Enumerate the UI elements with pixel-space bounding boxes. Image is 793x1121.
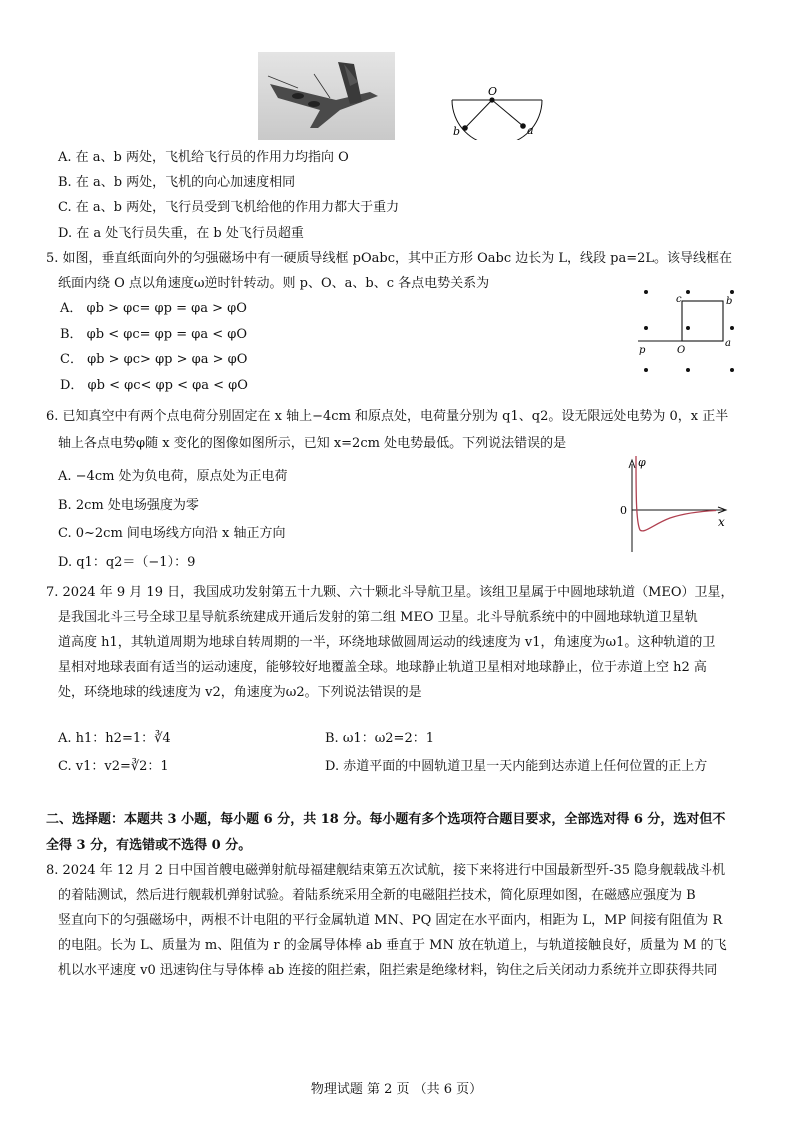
- label-c: c: [676, 294, 682, 305]
- label-a: a: [527, 124, 534, 137]
- q6-option-d: D. q1：q2＝（−1）：9: [58, 555, 196, 570]
- axis-phi: φ: [638, 456, 646, 469]
- page-footer: 物理试题 第 2 页 （共 6 页）: [310, 1082, 483, 1097]
- q8-stem-line: 的电阻。长为 L、质量为 m、阻值为 r 的金属导体棒 ab 垂直于 MN 放在轨道上，与轨道接触良好，质量为 M 的飞: [58, 938, 727, 953]
- q7-stem-line: 星相对地球表面有适当的运动速度，能够较好地覆盖全球。地球静止轨道卫星相对地球静止，位于赤道上空 h2 高: [58, 660, 707, 675]
- section2-heading-1: 二、选择题：本题共 3 小题，每小题 6 分，共 18 分。每小题有多个选项符合题目要求，全部选对得 6 分，选对但不: [46, 812, 726, 827]
- q6-stem-2: 轴上各点电势φ随 x 变化的图像如图所示，已知 x=2cm 处电势最低。下列说法错误的是: [58, 436, 567, 451]
- q4-option-d: D. 在 a 处飞行员失重，在 b 处飞行员超重: [58, 226, 304, 241]
- axis-zero: 0: [620, 504, 627, 517]
- section2-heading-2: 全得 3 分，有选错或不选得 0 分。: [46, 838, 252, 853]
- label-b: b: [453, 125, 461, 138]
- q7-option-d: D. 赤道平面的中圆轨道卫星一天内能到达赤道上任何位置的正上方: [325, 759, 708, 774]
- q5-option-a: A． φb > φc= φp = φa > φO: [60, 301, 247, 316]
- q7-stem-line: 是我国北斗三号全球卫星导航系统建成开通后发射的第二组 MEO 卫星。北斗导航系统中的中圆地球轨道卫星轨: [58, 610, 698, 625]
- q6-option-c: C. 0~2cm 间电场线方向沿 x 轴正方向: [58, 526, 286, 541]
- q6-stem-1: 6. 已知真空中有两个点电荷分别固定在 x 轴上−4cm 和原点处，电荷量分别为 q1、q2。设无限远处电势为 0，x 正半: [46, 409, 729, 424]
- q7-stem-line: 7. 2024 年 9 月 19 日，我国成功发射第五十九颗、六十颗北斗导航卫星。该组卫星属于中圆地球轨道（MEO）卫星，: [46, 585, 734, 600]
- label-a: a: [725, 338, 731, 349]
- semicircle-diagram: [444, 84, 550, 140]
- q8-stem-line: 8. 2024 年 12 月 2 日中国首艘电磁弹射航母福建舰结束第五次试航，接下来将进行中国最新型歼-35 隐身舰载战斗机: [46, 863, 726, 878]
- q8-stem-line: 机以水平速度 v0 迅速钩住与导体棒 ab 连接的阻拦索，阻拦索是绝缘材料，钩住之后关闭动力系统并立即获得共同: [58, 963, 718, 978]
- q8-stem-line: 的着陆测试，然后进行舰载机弹射试验。着陆系统采用全新的电磁阻拦技术，简化原理如图，在磁感应强度为 B: [58, 888, 696, 903]
- q5-stem-1: 5. 如图，垂直纸面向外的匀强磁场中有一硬质导线框 pOabc，其中正方形 Oabc 边长为 L，线段 pa=2L。该导线框在: [46, 251, 733, 266]
- q6-option-b: B. 2cm 处电场强度为零: [58, 498, 199, 513]
- q5-stem-2: 纸面内绕 O 点以角速度ω逆时针转动。则 p、O、a、b、c 各点电势关系为: [58, 276, 490, 291]
- q5-option-c: C． φb > φc> φp > φa > φO: [60, 352, 248, 367]
- q7-option-b: B. ω1：ω2=2：1: [325, 731, 434, 746]
- q4-option-a: A. 在 a、b 两处，飞机给飞行员的作用力均指向 O: [58, 150, 349, 165]
- q5-option-b: B． φb < φc= φp = φa < φO: [60, 327, 248, 342]
- q7-stem: [46, 580, 746, 705]
- q7-stem-line: 道高度 h1，其轨道周期为地球自转周期的一半，环绕地球做圆周运动的线速度为 v1，角速度为ω1。这种轨道的卫: [58, 635, 716, 650]
- q4-option-c: C. 在 a、b 两处，飞行员受到飞机给他的作用力都大于重力: [58, 200, 400, 215]
- q8-stem-line: 竖直向下的匀强磁场中，两根不计电阻的平行金属轨道 MN、PQ 固定在水平面内，相距为 L，MP 间接有阻值为 R: [58, 913, 723, 928]
- q8-stem: [46, 858, 746, 983]
- q6-option-a: A. −4cm 处为负电荷，原点处为正电荷: [58, 469, 288, 484]
- q7-stem-line: 处，环绕地球的线速度为 v2，角速度为ω2。下列说法错误的是: [58, 685, 422, 700]
- label-O: O: [677, 345, 686, 356]
- label-O: O: [488, 85, 498, 98]
- q5-option-d: D． φb < φc< φp < φa < φO: [60, 378, 248, 393]
- airplane-photo: [258, 52, 395, 140]
- q4-option-b: B. 在 a、b 两处，飞机的向心加速度相同: [58, 175, 296, 190]
- axis-x: x: [718, 515, 725, 529]
- wire-frame-diagram: [636, 284, 744, 376]
- q7-option-a: A. h1：h2=1：∛4: [58, 731, 171, 746]
- potential-graph: [614, 452, 736, 556]
- q7-option-c: C. v1：v2=∛2：1: [58, 759, 169, 774]
- label-p: p: [639, 345, 646, 356]
- label-b: b: [726, 296, 733, 307]
